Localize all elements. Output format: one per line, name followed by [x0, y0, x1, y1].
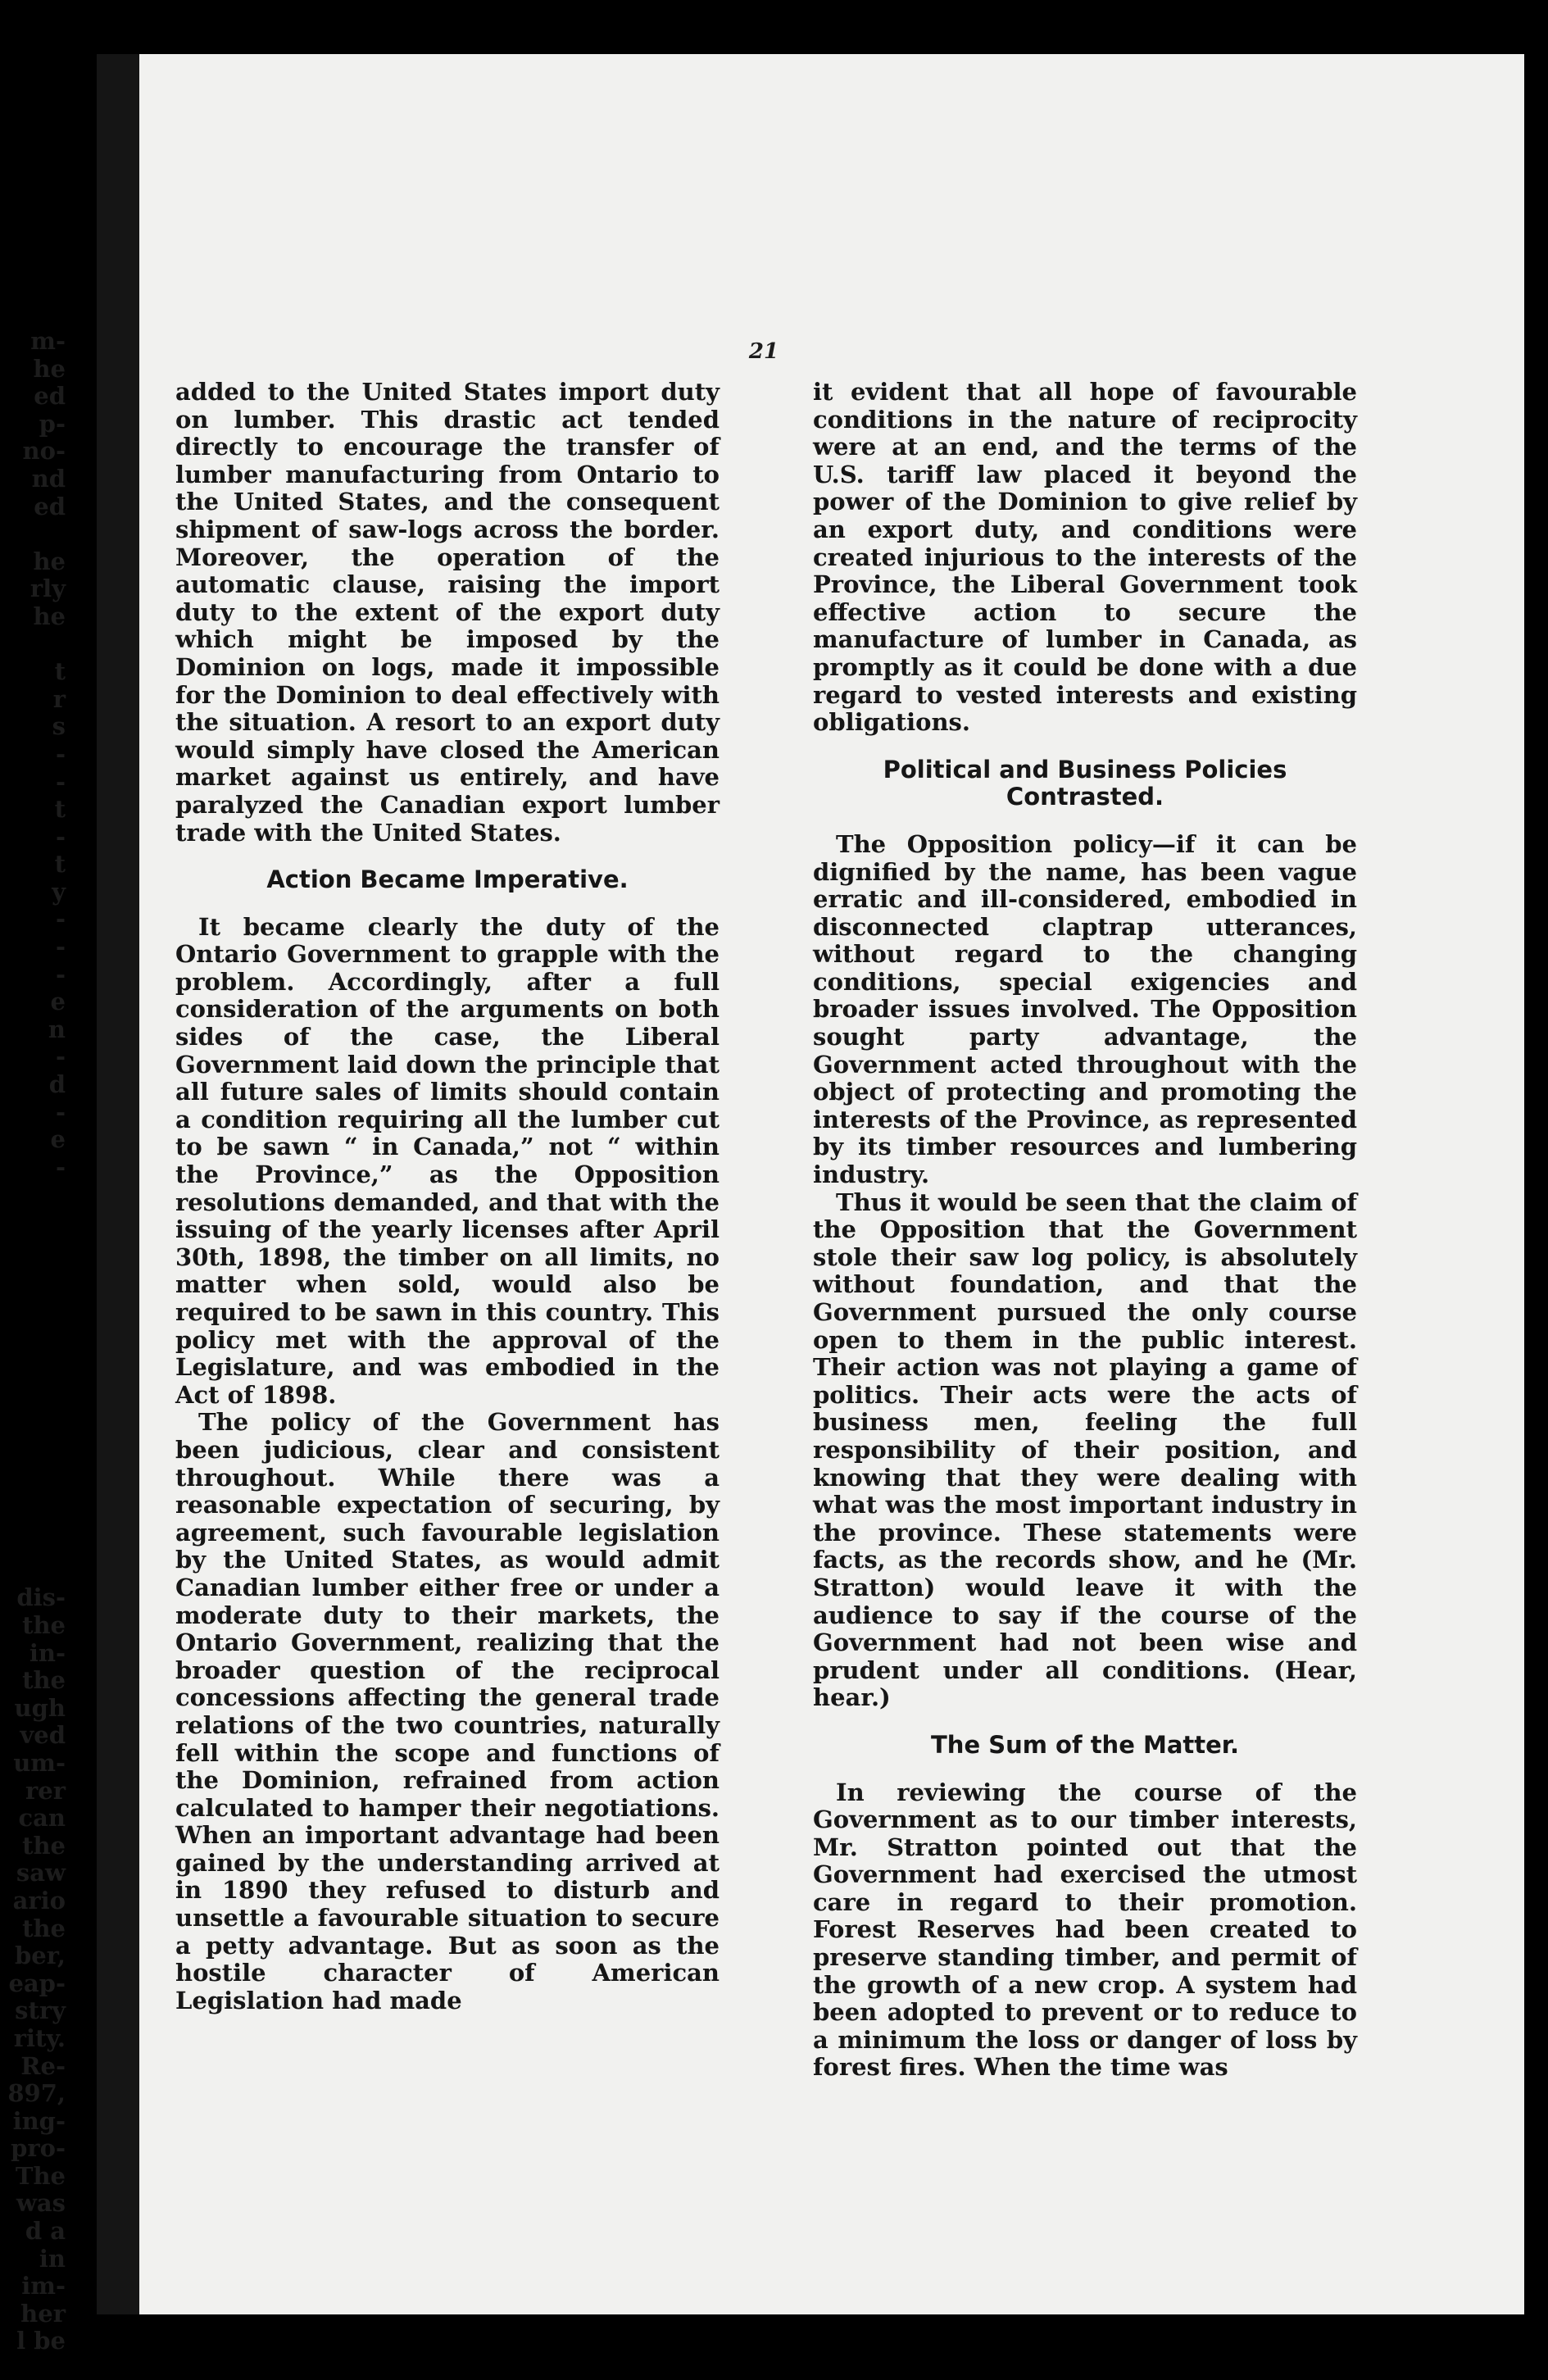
previous-page-line-fragment: can: [18, 1804, 66, 1833]
right-paragraph-1: it evident that all hope of favourable conditions in the nature of reciprocity were at an end, and the terms of the U.S. tariff law placed it beyond the power of the Dominion to give relief by an export duty, and conditions were created injurious to the interests of the Province, the Liberal Government took effective action to secure the manufacture of lumber in Canada, as promptly as it could be done with a due regard to vested interests and existing obligations.: [813, 378, 1357, 737]
previous-page-line-fragment: s: [52, 712, 66, 741]
previous-page-line-fragment: ugh: [14, 1693, 66, 1722]
right-paragraph-3: Thus it would be seen that the claim of the Opposition that the Government stole their saw log policy, is absolutely without foundation, and that the Government pursued the only course open to them in the public interest. Their action was not playing a game of politics. Their acts were the acts of business men, feeling the full responsibility of their position, and knowing that they were dealing with what was the most important industry in the province. These statements were facts, as the records show, and he (Mr. Stratton) would leave it with the audience to say if the course of the Government had not been wise and prudent under all conditions. (Hear, hear.): [813, 1188, 1357, 1712]
previous-page-line-fragment: The: [15, 2161, 66, 2190]
left-paragraph-1: added to the United States import duty on lumber. This drastic act tended directly to encourage the transfer of lumber manufacturing from Ontario to the United States, and the consequent shipment of saw-logs across the border. Moreover, the operation of the automatic clause, raising the import duty to the extent of the export duty which might be imposed by the Dominion on logs, made it impossible for the Dominion to deal effectively with the situation. A resort to an export duty would simply have closed the American market against us entirely, and have paralyzed the Canadian export lumber trade with the United States.: [175, 378, 720, 847]
previous-page-line-fragment: the: [22, 1831, 66, 1860]
previous-page-line-fragment: -: [55, 960, 66, 988]
heading-line-2: Contrasted.: [1006, 783, 1164, 811]
previous-page-line-fragment: ed: [34, 382, 66, 411]
previous-page-line-fragment: he: [33, 547, 66, 575]
previous-page-line-fragment: e: [50, 1125, 66, 1154]
previous-page-line-fragment: her: [20, 2299, 66, 2328]
previous-page-line-fragment: rer: [25, 1776, 66, 1805]
right-paragraph-4: In reviewing the course of the Government as to our timber interests, Mr. Stratton pointed out that the Government had exercised the utmost care in regard to their promotion. Forest Reserves had been created to preserve standing timber, and permit of the growth of a new crop. A system had been adopted to prevent or to reduce to a minimum the loss or danger of loss by forest fires. When the time was: [813, 1778, 1357, 2082]
previous-page-line-fragment: 897,: [7, 2079, 66, 2108]
previous-page-line-fragment: [0, 631, 66, 659]
previous-page-line-fragment: -: [55, 1042, 66, 1071]
previous-page-line-fragment: im-: [21, 2272, 66, 2301]
previous-page-line-fragment: nd: [31, 464, 66, 493]
previous-page-line-fragment: e: [50, 988, 66, 1016]
right-paragraph-2: The Opposition policy—if it can be dignified by the name, has been vague erratic and ill-considered, embodied in disconnected claptrap utterances, without regard to the changing conditions, special exigencies and broader issues involved. The Opposition sought party advantage, the Government acted throughout with the object of protecting and promoting the interests of the Province, as represented by its timber resources and lumbering industry.: [813, 829, 1357, 1189]
previous-page-bottom-fragments: [0, 1584, 66, 2355]
previous-page-line-fragment: ved: [20, 1721, 66, 1750]
previous-page-line-fragment: p-: [39, 409, 66, 438]
previous-page-line-fragment: he: [33, 602, 66, 630]
previous-page-line-fragment: d a: [25, 2217, 66, 2246]
previous-page-line-fragment: -: [55, 739, 66, 768]
previous-page-line-fragment: d: [48, 1070, 66, 1099]
previous-page-line-fragment: r: [52, 684, 66, 713]
previous-page-line-fragment: -: [55, 822, 66, 851]
left-paragraph-2: It became clearly the duty of the Ontario Government to grapple with the problem. Accordingly, after a full consideration of the arguments on both sides of the case, the Liberal Government laid down the principle that all future sales of limits should contain a condition requiring all the lumber cut to be sawn “ in Canada,” not “ within the Province,” as the Opposition resolutions demanded, and that with the issuing of the yearly licenses after April 30th, 1898, the timber on all limits, no matter when sold, would also be required to be sawn in this country. This policy met with the approval of the Legislature, and was embodied in the Act of 1898.: [175, 912, 720, 1409]
previous-page-line-fragment: in-: [29, 1638, 66, 1667]
section-heading-political-business-policies: [813, 756, 1357, 811]
previous-page-line-fragment: -: [55, 905, 66, 933]
previous-page-line-fragment: the: [22, 1611, 66, 1639]
previous-page-line-fragment: in: [39, 2244, 66, 2273]
previous-page-line-fragment: rity.: [13, 2023, 66, 2052]
previous-page-line-fragment: t: [54, 850, 66, 879]
page-number: 21: [748, 339, 779, 364]
previous-page-line-fragment: he: [33, 354, 66, 383]
previous-page-line-fragment: rly: [30, 575, 66, 603]
previous-page-line-fragment: saw: [16, 1859, 66, 1887]
previous-page-line-fragment: was: [16, 2189, 66, 2218]
previous-page-top-fragments: [0, 328, 66, 1181]
previous-page-line-fragment: t: [54, 795, 66, 824]
left-paragraph-3: The policy of the Government has been judicious, clear and consistent throughout. While there was a reasonable expectation of securing, by agreement, such favourable legislation by the United States, as would admit Canadian lumber either free or under a moderate duty to their markets, the Ontario Government, realizing that the broader question of the reciprocal concessions affecting the general trade relations of the two countries, naturally fell within the scope and functions of the Dominion, refrained from action calculated to hamper their negotiations. When an important advantage had been gained by the understanding arrived at in 1890 they refused to disturb and unsettle a favourable situation to secure a petty advantage. But as soon as the hostile character of American Legislation had made: [175, 1408, 720, 2014]
section-heading-sum-of-the-matter: The Sum of the Matter.: [931, 1730, 1239, 1759]
previous-page-line-fragment: pro-: [11, 2134, 66, 2163]
previous-page-line-fragment: t: [54, 657, 66, 686]
previous-page-line-fragment: ber,: [15, 1942, 66, 1970]
previous-page-line-fragment: the: [22, 1666, 66, 1695]
previous-page-line-fragment: no-: [22, 437, 66, 466]
section-heading-action-became-imperative: Action Became Imperative.: [266, 865, 629, 894]
previous-page-fragment: [0, 327, 66, 2355]
previous-page-line-fragment: ing-: [12, 2106, 66, 2135]
previous-page-line-fragment: n: [48, 1015, 66, 1043]
previous-page-line-fragment: -: [55, 1152, 66, 1181]
previous-page-line-fragment: -: [55, 767, 66, 796]
right-column: [813, 379, 1357, 2082]
left-column: [175, 379, 720, 2014]
heading-line-1: Political and Business Policies: [883, 755, 1287, 783]
previous-page-line-fragment: y: [52, 877, 66, 906]
previous-page-line-fragment: dis-: [16, 1583, 66, 1612]
previous-page-line-fragment: the: [22, 1914, 66, 1942]
previous-page-line-fragment: Re-: [20, 2051, 66, 2080]
previous-page-line-fragment: ario: [12, 1886, 66, 1914]
previous-page-line-fragment: um-: [13, 1748, 66, 1777]
book-spine-shadow: [97, 54, 139, 2314]
previous-page-line-fragment: eap-: [8, 1969, 66, 1997]
previous-page-line-fragment: ed: [34, 492, 66, 520]
previous-page-line-fragment: stry: [15, 1996, 66, 2025]
previous-page-line-fragment: -: [55, 933, 66, 961]
previous-page-line-fragment: l be: [16, 2327, 66, 2355]
previous-page-line-fragment: [0, 520, 66, 548]
previous-page-line-fragment: -: [55, 1097, 66, 1126]
previous-page-line-fragment: m-: [30, 327, 66, 355]
